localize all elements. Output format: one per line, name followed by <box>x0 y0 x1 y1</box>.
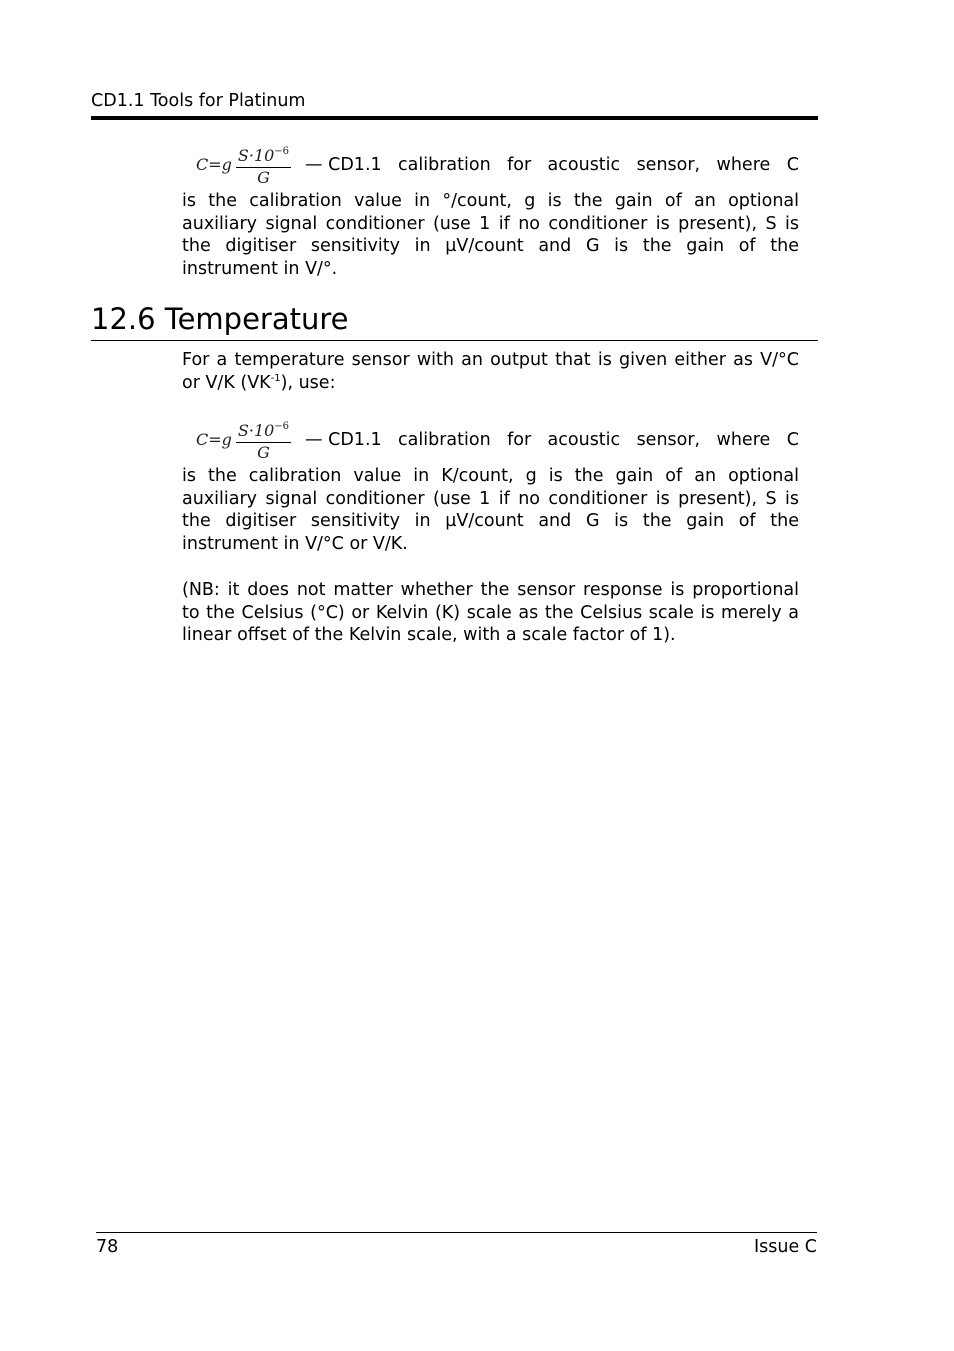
formula-denominator: G <box>257 168 270 187</box>
running-header-title: CD1.1 Tools for Platinum <box>91 91 306 111</box>
formula-lhs: C=g <box>196 154 232 174</box>
issue-label: Issue C <box>753 1237 817 1257</box>
formula-numerator: $S\cdot 10^{-6}$ <box>236 142 291 168</box>
formula-lhs: C=g <box>196 429 232 449</box>
formula-tail-text: — CD1.1 calibration for acoustic sensor, where C <box>305 429 799 450</box>
page-number: 78 <box>96 1237 119 1257</box>
paragraph-text: is the calibration value in K/count, g is the gain of an optional auxiliary signal conditioner (use 1 if no conditioner is present), S is the digitiser sensitivity in µV/count and G is the gain of the instrument in V/°C or V/K. <box>182 466 799 555</box>
formula-line <box>182 140 799 190</box>
formula-tail-text: — CD1.1 calibration for acoustic sensor, where C <box>305 154 799 175</box>
paragraph-text: is the calibration value in °/count, g is the gain of an optional auxiliary signal conditioner (use 1 if no conditioner is present), S is the digitiser sensitivity in µV/count and G is the gain of the instrument in V/°. <box>182 191 799 280</box>
formula-denominator: G <box>257 443 270 462</box>
calibration-formula <box>196 417 291 463</box>
formula-exponent: −6 <box>274 146 290 157</box>
temperature-intro-paragraph: For a temperature sensor with an output that is given either as V/°C or V/K $(VK^{-1})$, use: <box>182 350 799 393</box>
section-heading: 12.6 Temperature <box>91 302 349 336</box>
section-rule <box>91 340 818 341</box>
formula-fraction <box>236 142 291 188</box>
calibration-paragraph-temperature <box>182 415 799 556</box>
formula-fraction <box>236 417 291 463</box>
formula-numerator: $S\cdot 10^{-6}$ <box>236 417 291 443</box>
note-paragraph: (NB: it does not matter whether the sensor response is proportional to the Celsius (°C) or Kelvin (K) scale as the Celsius scale is merely a linear offset of the Kelvin scale, with a scale factor of 1). <box>182 580 799 646</box>
header-rule <box>91 116 818 120</box>
formula-line <box>182 415 799 465</box>
footer-rule <box>96 1232 817 1233</box>
calibration-paragraph-acoustic <box>182 140 799 281</box>
calibration-formula <box>196 142 291 188</box>
superscript: -1 <box>270 372 281 384</box>
formula-exponent: −6 <box>274 421 290 432</box>
